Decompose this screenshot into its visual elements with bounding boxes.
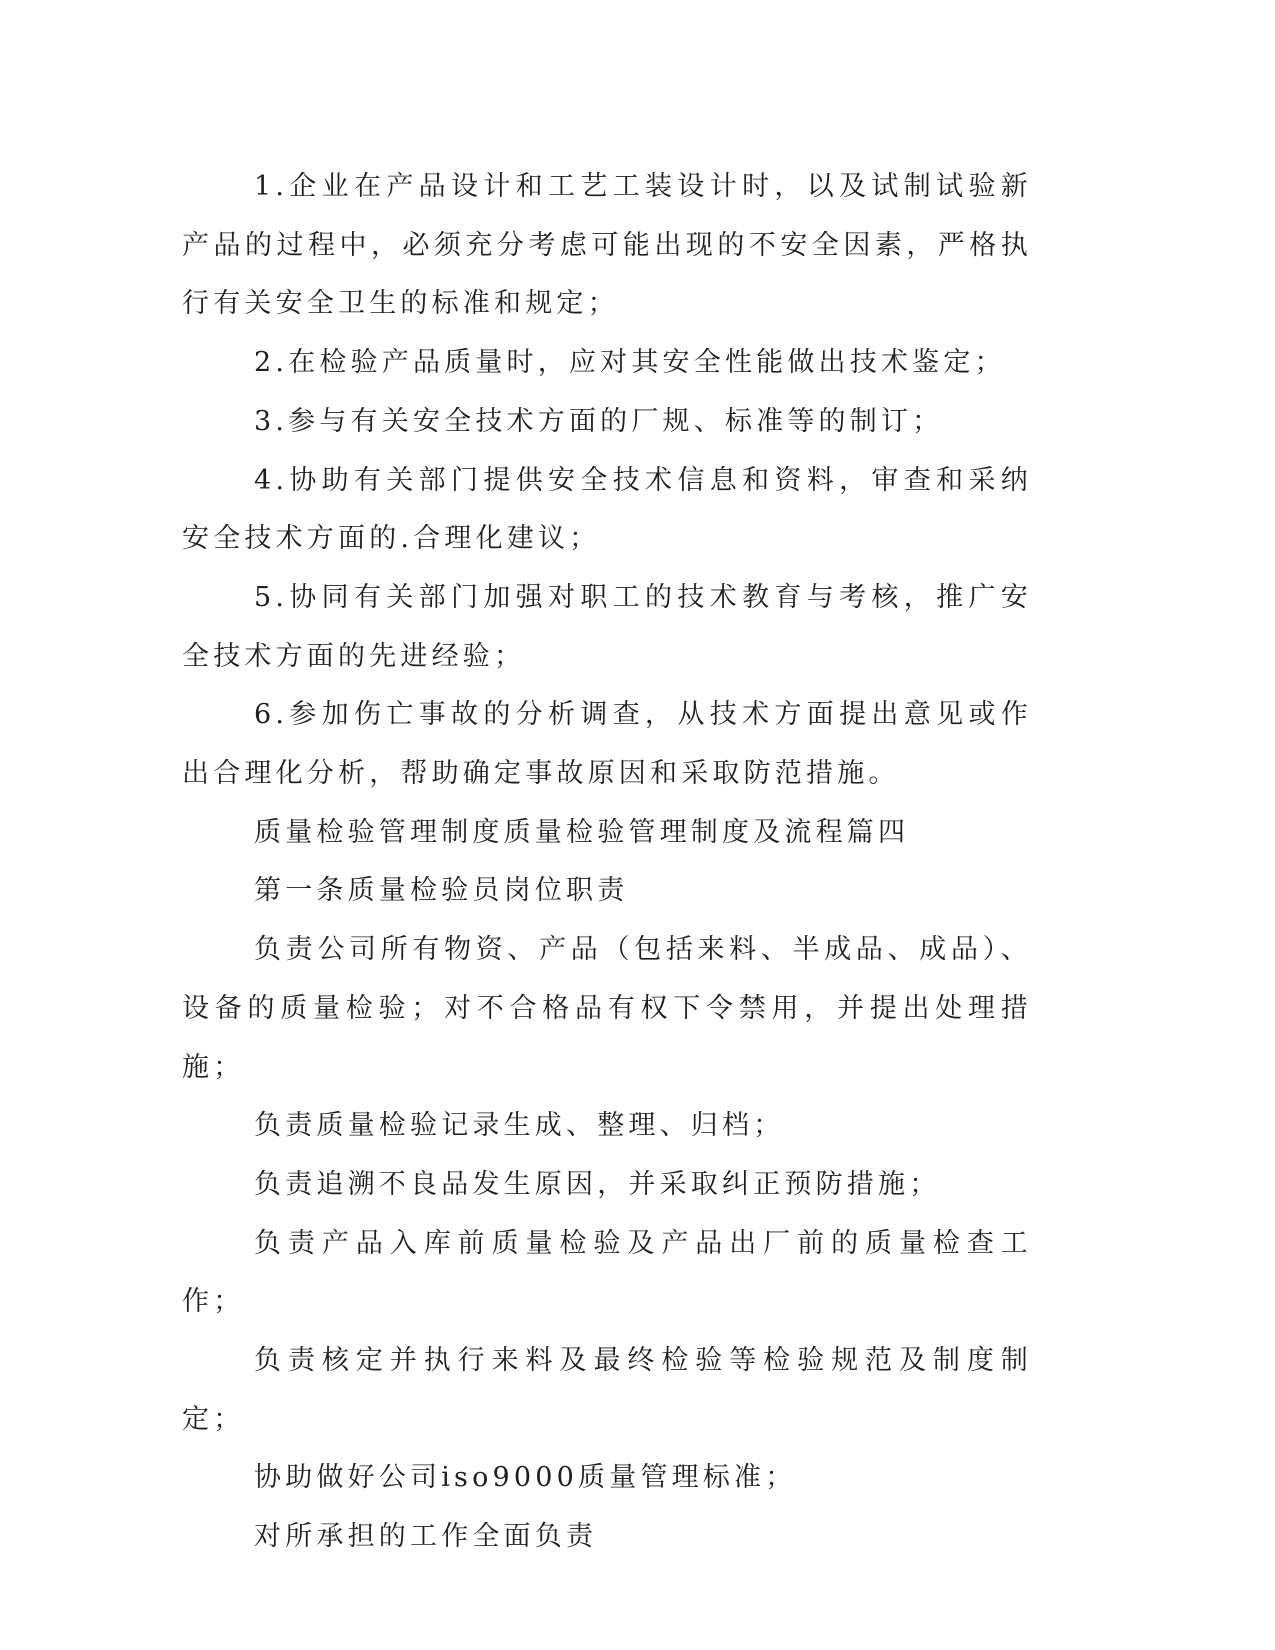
paragraph-5: 5.协同有关部门加强对职工的技术教育与考核，推广安全技术方面的先进经验； bbox=[182, 581, 1032, 672]
duty-item-3: 负责追溯不良品发生原因，并采取纠正预防措施； bbox=[254, 1168, 941, 1200]
section-heading: 质量检验管理制度质量检验管理制度及流程篇四 bbox=[254, 816, 910, 848]
duty-item-1: 负责公司所有物资、产品（包括来料、半成品、成品）、设备的质量检验；对不合格品有权下令禁用，并提出处理措施； bbox=[182, 934, 1032, 1083]
paragraph-2: 2.在检验产品质量时，应对其安全性能做出技术鉴定； bbox=[254, 347, 1006, 379]
duty-item-2: 负责质量检验记录生成、整理、归档； bbox=[254, 1110, 785, 1142]
paragraph-4: 4.协助有关部门提供安全技术信息和资料，审查和采纳安全技术方面的.合理化建议； bbox=[182, 464, 1032, 555]
duty-item-7: 对所承担的工作全面负责 bbox=[254, 1521, 598, 1553]
paragraph-6: 6.参加伤亡事故的分析调查，从技术方面提出意见或作出合理化分析，帮助确定事故原因和采取防范措施。 bbox=[182, 699, 1032, 790]
duty-item-4: 负责产品入库前质量检验及产品出厂前的质量检查工作； bbox=[182, 1227, 1032, 1318]
duty-item-6: 协助做好公司iso9000质量管理标准； bbox=[254, 1462, 797, 1494]
document-body bbox=[182, 158, 1032, 1567]
paragraph-1: 1.企业在产品设计和工艺工装设计时，以及试制试验新产品的过程中，必须充分考虑可能出现的不安全因素，严格执行有关安全卫生的标准和规定； bbox=[182, 171, 1032, 320]
duty-item-5: 负责核定并执行来料及最终检验等检验规范及制度制定； bbox=[182, 1345, 1032, 1435]
article-heading: 第一条质量检验员岗位职责 bbox=[254, 875, 629, 907]
paragraph-3: 3.参与有关安全技术方面的厂规、标准等的制订； bbox=[254, 405, 944, 437]
